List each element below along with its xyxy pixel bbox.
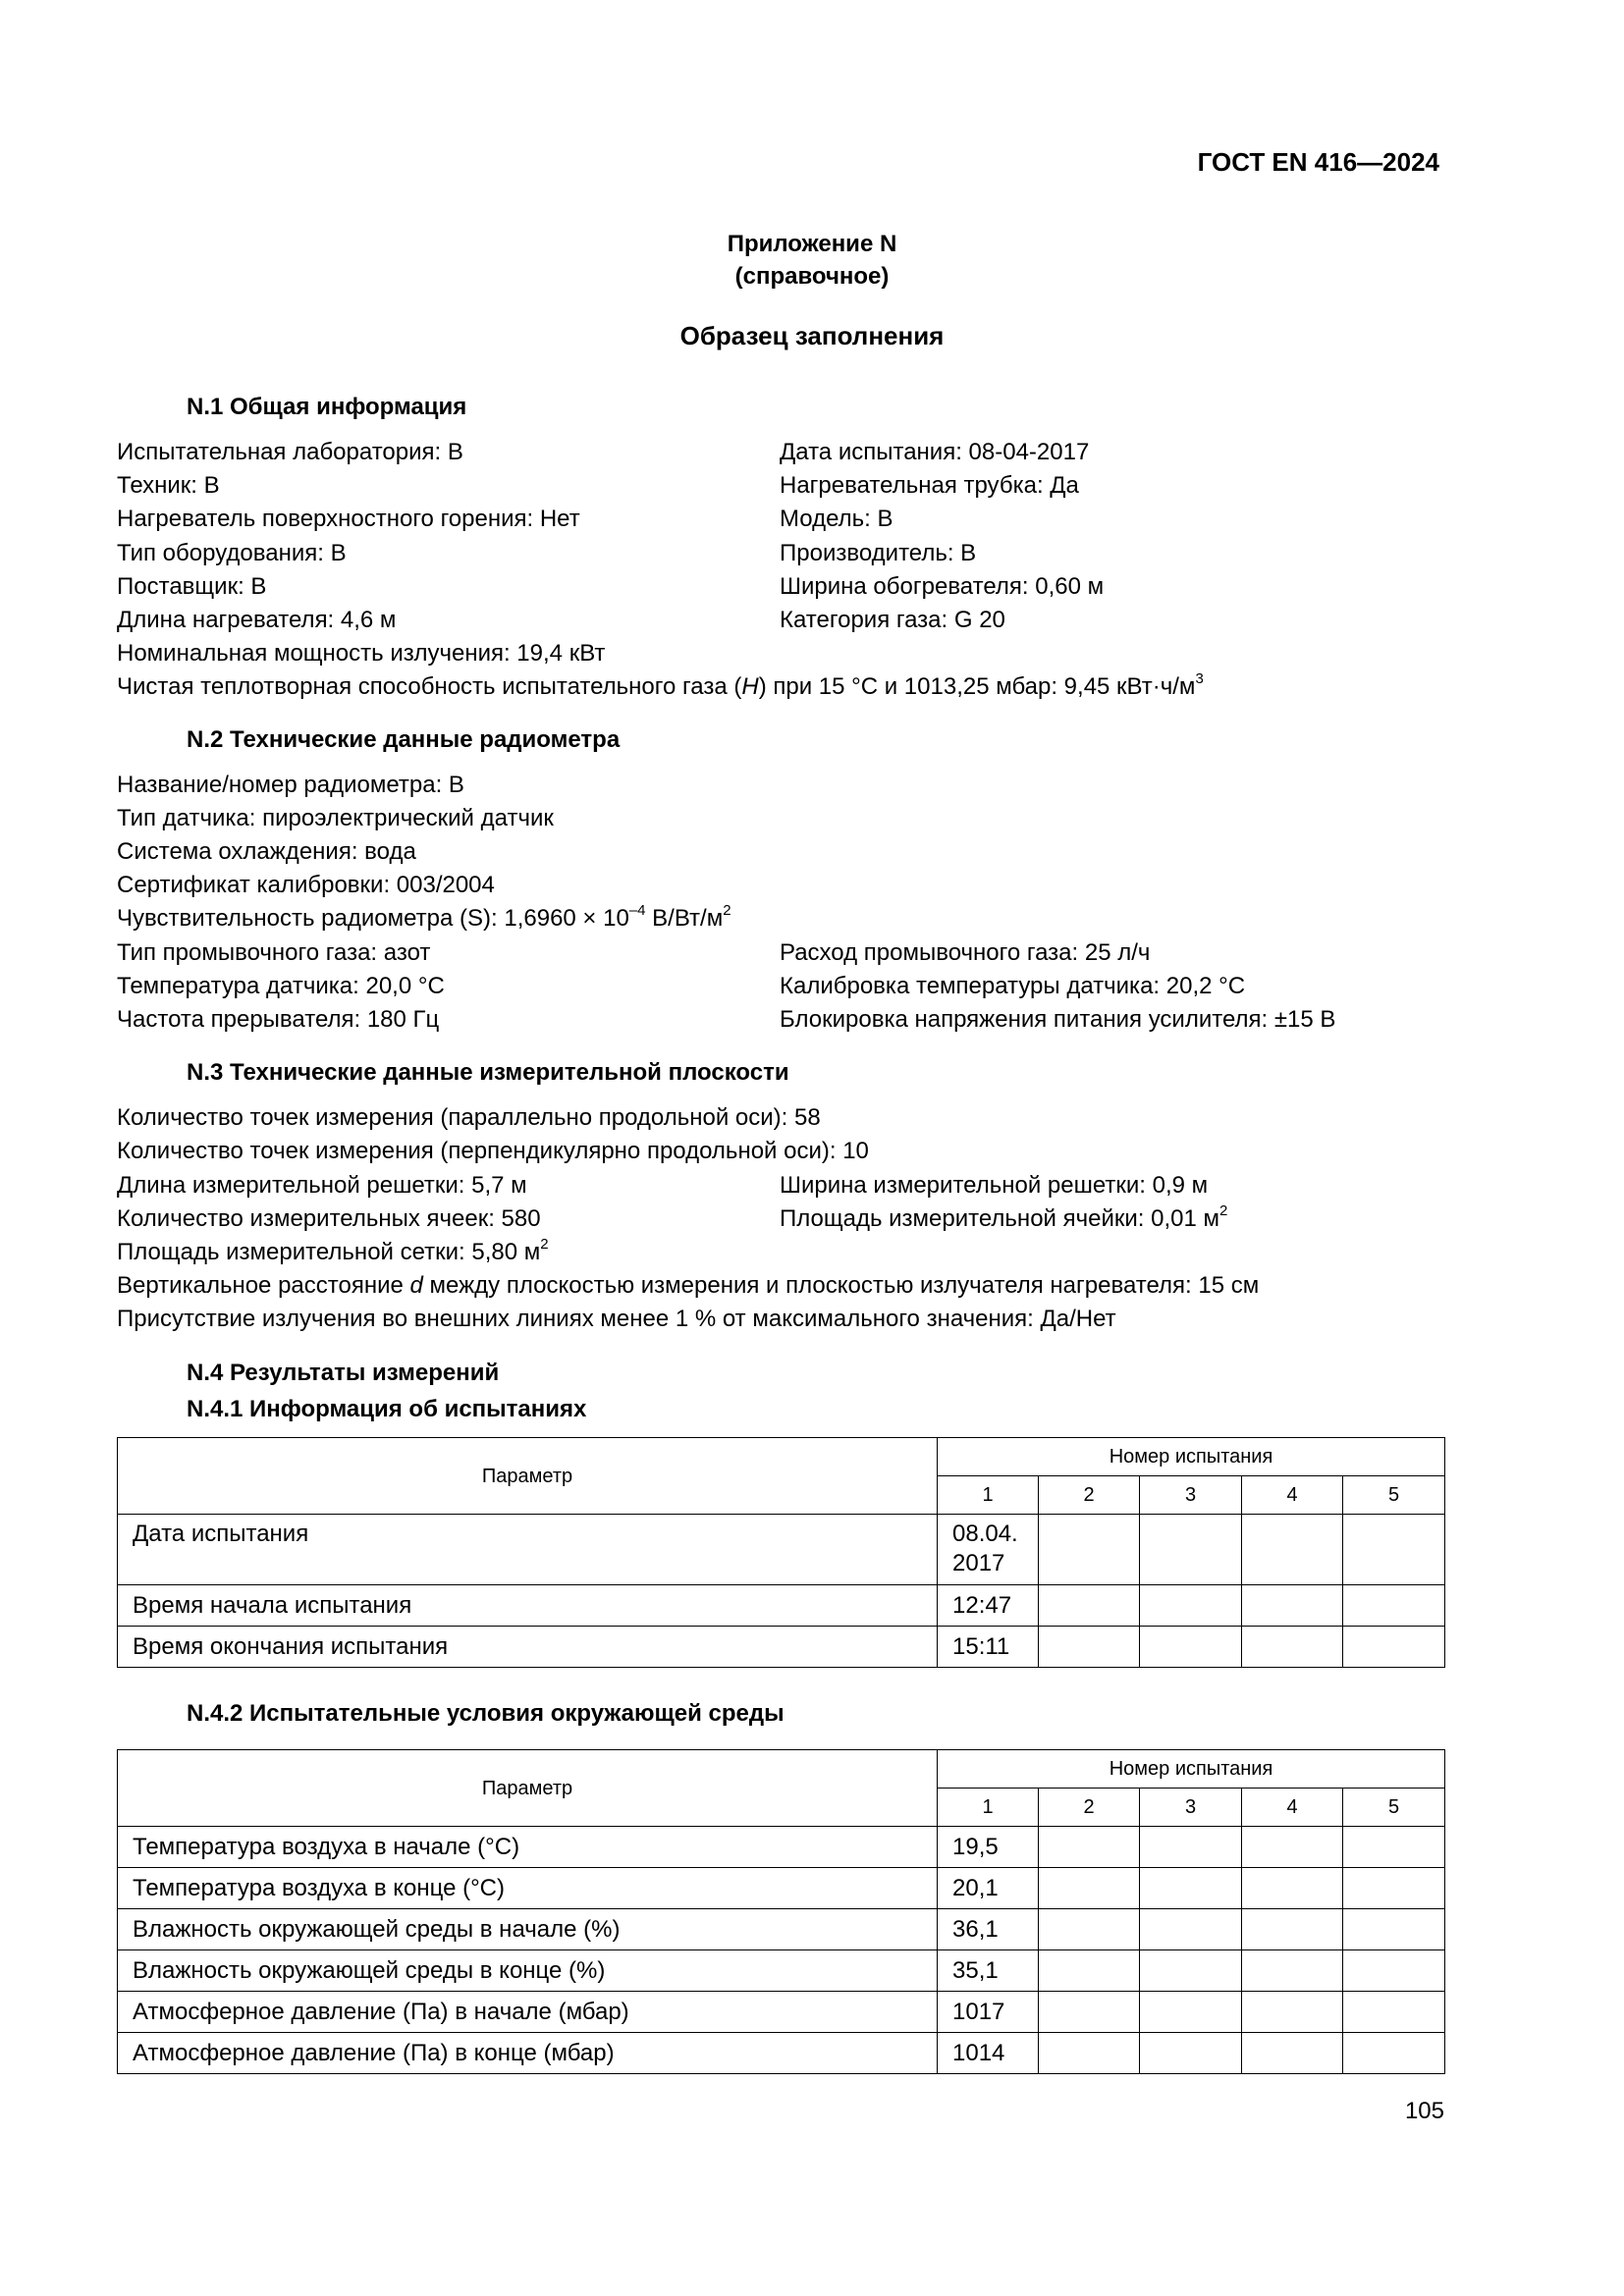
cell-value: 35,1 xyxy=(938,1950,1039,1992)
ambient-conditions-table xyxy=(117,1749,1445,2074)
cell-empty xyxy=(1242,2033,1343,2074)
test-info-table xyxy=(117,1437,1445,1668)
row-label: Дата испытания xyxy=(118,1515,938,1585)
cell-empty xyxy=(1039,1585,1140,1627)
cell-empty xyxy=(1039,2033,1140,2074)
cell-value: 20,1 xyxy=(938,1868,1039,1909)
date-part: 08.04. xyxy=(952,1521,1018,1547)
col-header: 3 xyxy=(1140,1476,1242,1515)
cell-empty xyxy=(1343,1909,1445,1950)
s1-left-line: Техник: B xyxy=(117,472,220,499)
s1-right-line: Категория газа: G 20 xyxy=(780,607,1005,633)
test-number-header: Номер испытания xyxy=(938,1438,1445,1476)
section-n41-heading: N.4.1 Информация об испытаниях xyxy=(187,1396,587,1422)
s2-right-line: Калибровка температуры датчика: 20,2 °С xyxy=(780,973,1246,999)
col-header: 5 xyxy=(1343,1476,1445,1515)
table-row xyxy=(118,1868,1445,1909)
cell-value: 15:11 xyxy=(938,1627,1039,1668)
col-header: 2 xyxy=(1039,1476,1140,1515)
cell-value xyxy=(938,1515,1039,1585)
row-label: Температура воздуха в начале (°C) xyxy=(118,1827,938,1868)
cell-empty xyxy=(1039,1909,1140,1950)
s1-left-line: Длина нагревателя: 4,6 м xyxy=(117,607,397,633)
row-label: Атмосферное давление (Па) в конце (мбар) xyxy=(118,2033,938,2074)
s2-right-line: Расход промывочного газа: 25 л/ч xyxy=(780,939,1151,966)
cell-empty xyxy=(1242,1585,1343,1627)
cell-empty xyxy=(1039,1950,1140,1992)
cell-empty xyxy=(1140,1868,1242,1909)
cell-empty xyxy=(1140,1515,1242,1585)
cell-empty xyxy=(1343,1515,1445,1585)
row-label: Влажность окружающей среды в начале (%) xyxy=(118,1909,938,1950)
cell-empty xyxy=(1343,2033,1445,2074)
s1-left-line: Тип оборудования: B xyxy=(117,540,347,566)
grid-width: Ширина измерительной решетки: 0,9 м xyxy=(780,1172,1209,1199)
cell-area xyxy=(780,1202,1228,1233)
s1-right-line: Нагревательная трубка: Да xyxy=(780,472,1079,499)
s2-left-line: Частота прерывателя: 180 Гц xyxy=(117,1006,440,1033)
cell-empty xyxy=(1039,1992,1140,2033)
col-header: 4 xyxy=(1242,1476,1343,1515)
section-n2-heading: N.2 Технические данные радиометра xyxy=(187,726,621,753)
cell-empty xyxy=(1140,1992,1242,2033)
s1-right-line: Производитель: B xyxy=(780,540,977,566)
col-header: 3 xyxy=(1140,1789,1242,1827)
cell-empty xyxy=(1140,1627,1242,1668)
cell-count: Количество измерительных ячеек: 580 xyxy=(117,1205,541,1232)
row-label: Атмосферное давление (Па) в начале (мбар) xyxy=(118,1992,938,2033)
grid-length: Длина измерительной решетки: 5,7 м xyxy=(117,1172,527,1199)
col-header: 1 xyxy=(938,1476,1039,1515)
cooling-system: Система охлаждения: вода xyxy=(117,838,416,865)
cell-empty xyxy=(1343,1827,1445,1868)
page-number: 105 xyxy=(1404,2098,1444,2124)
cell-empty xyxy=(1140,1585,1242,1627)
radiometer-sensitivity xyxy=(117,902,731,933)
cell-empty xyxy=(1343,1950,1445,1992)
table-row xyxy=(118,2033,1445,2074)
s1-left-line: Испытательная лаборатория: B xyxy=(117,439,463,465)
distance-text-post: между плоскостью измерения и плоскостью излучателя нагревателя: 15 см xyxy=(422,1272,1260,1299)
cell-value: 1017 xyxy=(938,1992,1039,2033)
cv-exponent: 3 xyxy=(1195,670,1204,687)
cell-empty xyxy=(1343,1627,1445,1668)
table-row xyxy=(118,1992,1445,2033)
section-n4-heading: N.4 Результаты измерений xyxy=(187,1360,500,1386)
cv-text-post: ) при 15 °С и 1013,25 мбар: 9,45 кВт·ч/м xyxy=(758,673,1196,700)
col-header: 1 xyxy=(938,1789,1039,1827)
calibration-certificate: Сертификат калибровки: 003/2004 xyxy=(117,872,495,898)
radiometer-name: Название/номер радиометра: B xyxy=(117,772,464,798)
cell-empty xyxy=(1140,1950,1242,1992)
section-n3-heading: N.3 Технические данные измерительной плоскости xyxy=(187,1059,789,1086)
sens-unit: В/Вт/м xyxy=(645,905,724,932)
cell-empty xyxy=(1242,1627,1343,1668)
s2-right-line: Блокировка напряжения питания усилителя: ±15 В xyxy=(780,1006,1336,1033)
cell-empty xyxy=(1242,1515,1343,1585)
s1-left-line: Номинальная мощность излучения: 19,4 кВт xyxy=(117,640,606,667)
cell-value: 19,5 xyxy=(938,1827,1039,1868)
col-header: 4 xyxy=(1242,1789,1343,1827)
cell-value: 1014 xyxy=(938,2033,1039,2074)
s2-left-line: Тип промывочного газа: азот xyxy=(117,939,431,966)
distance-symbol: d xyxy=(409,1272,423,1299)
s1-right-line: Ширина обогревателя: 0,60 м xyxy=(780,573,1105,600)
sens-exponent: –4 xyxy=(628,902,646,919)
sensor-type: Тип датчика: пироэлектрический датчик xyxy=(117,805,554,831)
cell-empty xyxy=(1140,1909,1242,1950)
cell-empty xyxy=(1242,1868,1343,1909)
cell-empty xyxy=(1140,1827,1242,1868)
table-row xyxy=(118,1909,1445,1950)
sens-text-pre: Чувствительность радиометра (S): 1,6960 × 10 xyxy=(117,905,629,932)
appendix-title: Приложение N xyxy=(727,231,897,257)
s1-left-line: Поставщик: B xyxy=(117,573,267,600)
points-parallel: Количество точек измерения (параллельно продольной оси): 58 xyxy=(117,1104,821,1131)
row-label: Температура воздуха в конце (°C) xyxy=(118,1868,938,1909)
cell-empty xyxy=(1140,2033,1242,2074)
cell-empty xyxy=(1343,1585,1445,1627)
cell-empty xyxy=(1039,1515,1140,1585)
sample-title: Образец заполнения xyxy=(679,321,945,350)
cell-area-text: Площадь измерительной ячейки: 0,01 м xyxy=(780,1205,1219,1232)
row-label: Влажность окружающей среды в конце (%) xyxy=(118,1950,938,1992)
document-id: ГОСТ EN 416—2024 xyxy=(1197,147,1439,177)
param-header: Параметр xyxy=(118,1750,938,1827)
cell-empty xyxy=(1242,1909,1343,1950)
cell-area-exponent: 2 xyxy=(1218,1202,1228,1219)
outer-lines-radiation: Присутствие излучения во внешних линиях менее 1 % от максимального значения: Да/Нет xyxy=(117,1306,1116,1332)
year-part: 2017 xyxy=(952,1550,1005,1576)
s2-left-line: Температура датчика: 20,0 °С xyxy=(117,973,445,999)
grid-area xyxy=(117,1236,549,1266)
cell-empty xyxy=(1242,1827,1343,1868)
section-n42-heading: N.4.2 Испытательные условия окружающей среды xyxy=(187,1700,785,1727)
cell-empty xyxy=(1242,1992,1343,2033)
row-label: Время окончания испытания xyxy=(118,1627,938,1668)
s1-left-line: Нагреватель поверхностного горения: Нет xyxy=(117,506,580,532)
table-row xyxy=(118,1585,1445,1627)
s1-right-line: Модель: B xyxy=(780,506,893,532)
col-header: 5 xyxy=(1343,1789,1445,1827)
cell-empty xyxy=(1343,1992,1445,2033)
param-header: Параметр xyxy=(118,1438,938,1515)
cell-empty xyxy=(1039,1868,1140,1909)
cell-value: 12:47 xyxy=(938,1585,1039,1627)
col-header: 2 xyxy=(1039,1789,1140,1827)
cell-empty xyxy=(1039,1627,1140,1668)
cv-text-pre: Чистая теплотворная способность испытательного газа ( xyxy=(117,673,742,700)
grid-area-text: Площадь измерительной сетки: 5,80 м xyxy=(117,1239,541,1265)
table-row xyxy=(118,1627,1445,1668)
calorific-value-line xyxy=(117,670,1204,701)
grid-area-exponent: 2 xyxy=(540,1236,549,1253)
table-row xyxy=(118,1515,1445,1585)
section-n1-heading: N.1 Общая информация xyxy=(187,394,467,420)
distance-text-pre: Вертикальное расстояние xyxy=(117,1272,410,1299)
s1-right-line: Дата испытания: 08-04-2017 xyxy=(780,439,1090,465)
appendix-type: (справочное) xyxy=(734,263,890,290)
test-number-header: Номер испытания xyxy=(938,1750,1445,1789)
cell-empty xyxy=(1343,1868,1445,1909)
points-perpendicular: Количество точек измерения (перпендикулярно продольной оси): 10 xyxy=(117,1138,869,1164)
cv-symbol: H xyxy=(741,673,759,700)
table-row xyxy=(118,1950,1445,1992)
vertical-distance xyxy=(117,1272,1259,1300)
table-row xyxy=(118,1827,1445,1868)
row-label: Время начала испытания xyxy=(118,1585,938,1627)
sens-unit-exponent: 2 xyxy=(723,902,731,919)
cell-value: 36,1 xyxy=(938,1909,1039,1950)
cell-empty xyxy=(1039,1827,1140,1868)
cell-empty xyxy=(1242,1950,1343,1992)
appendix-heading xyxy=(0,228,1624,293)
